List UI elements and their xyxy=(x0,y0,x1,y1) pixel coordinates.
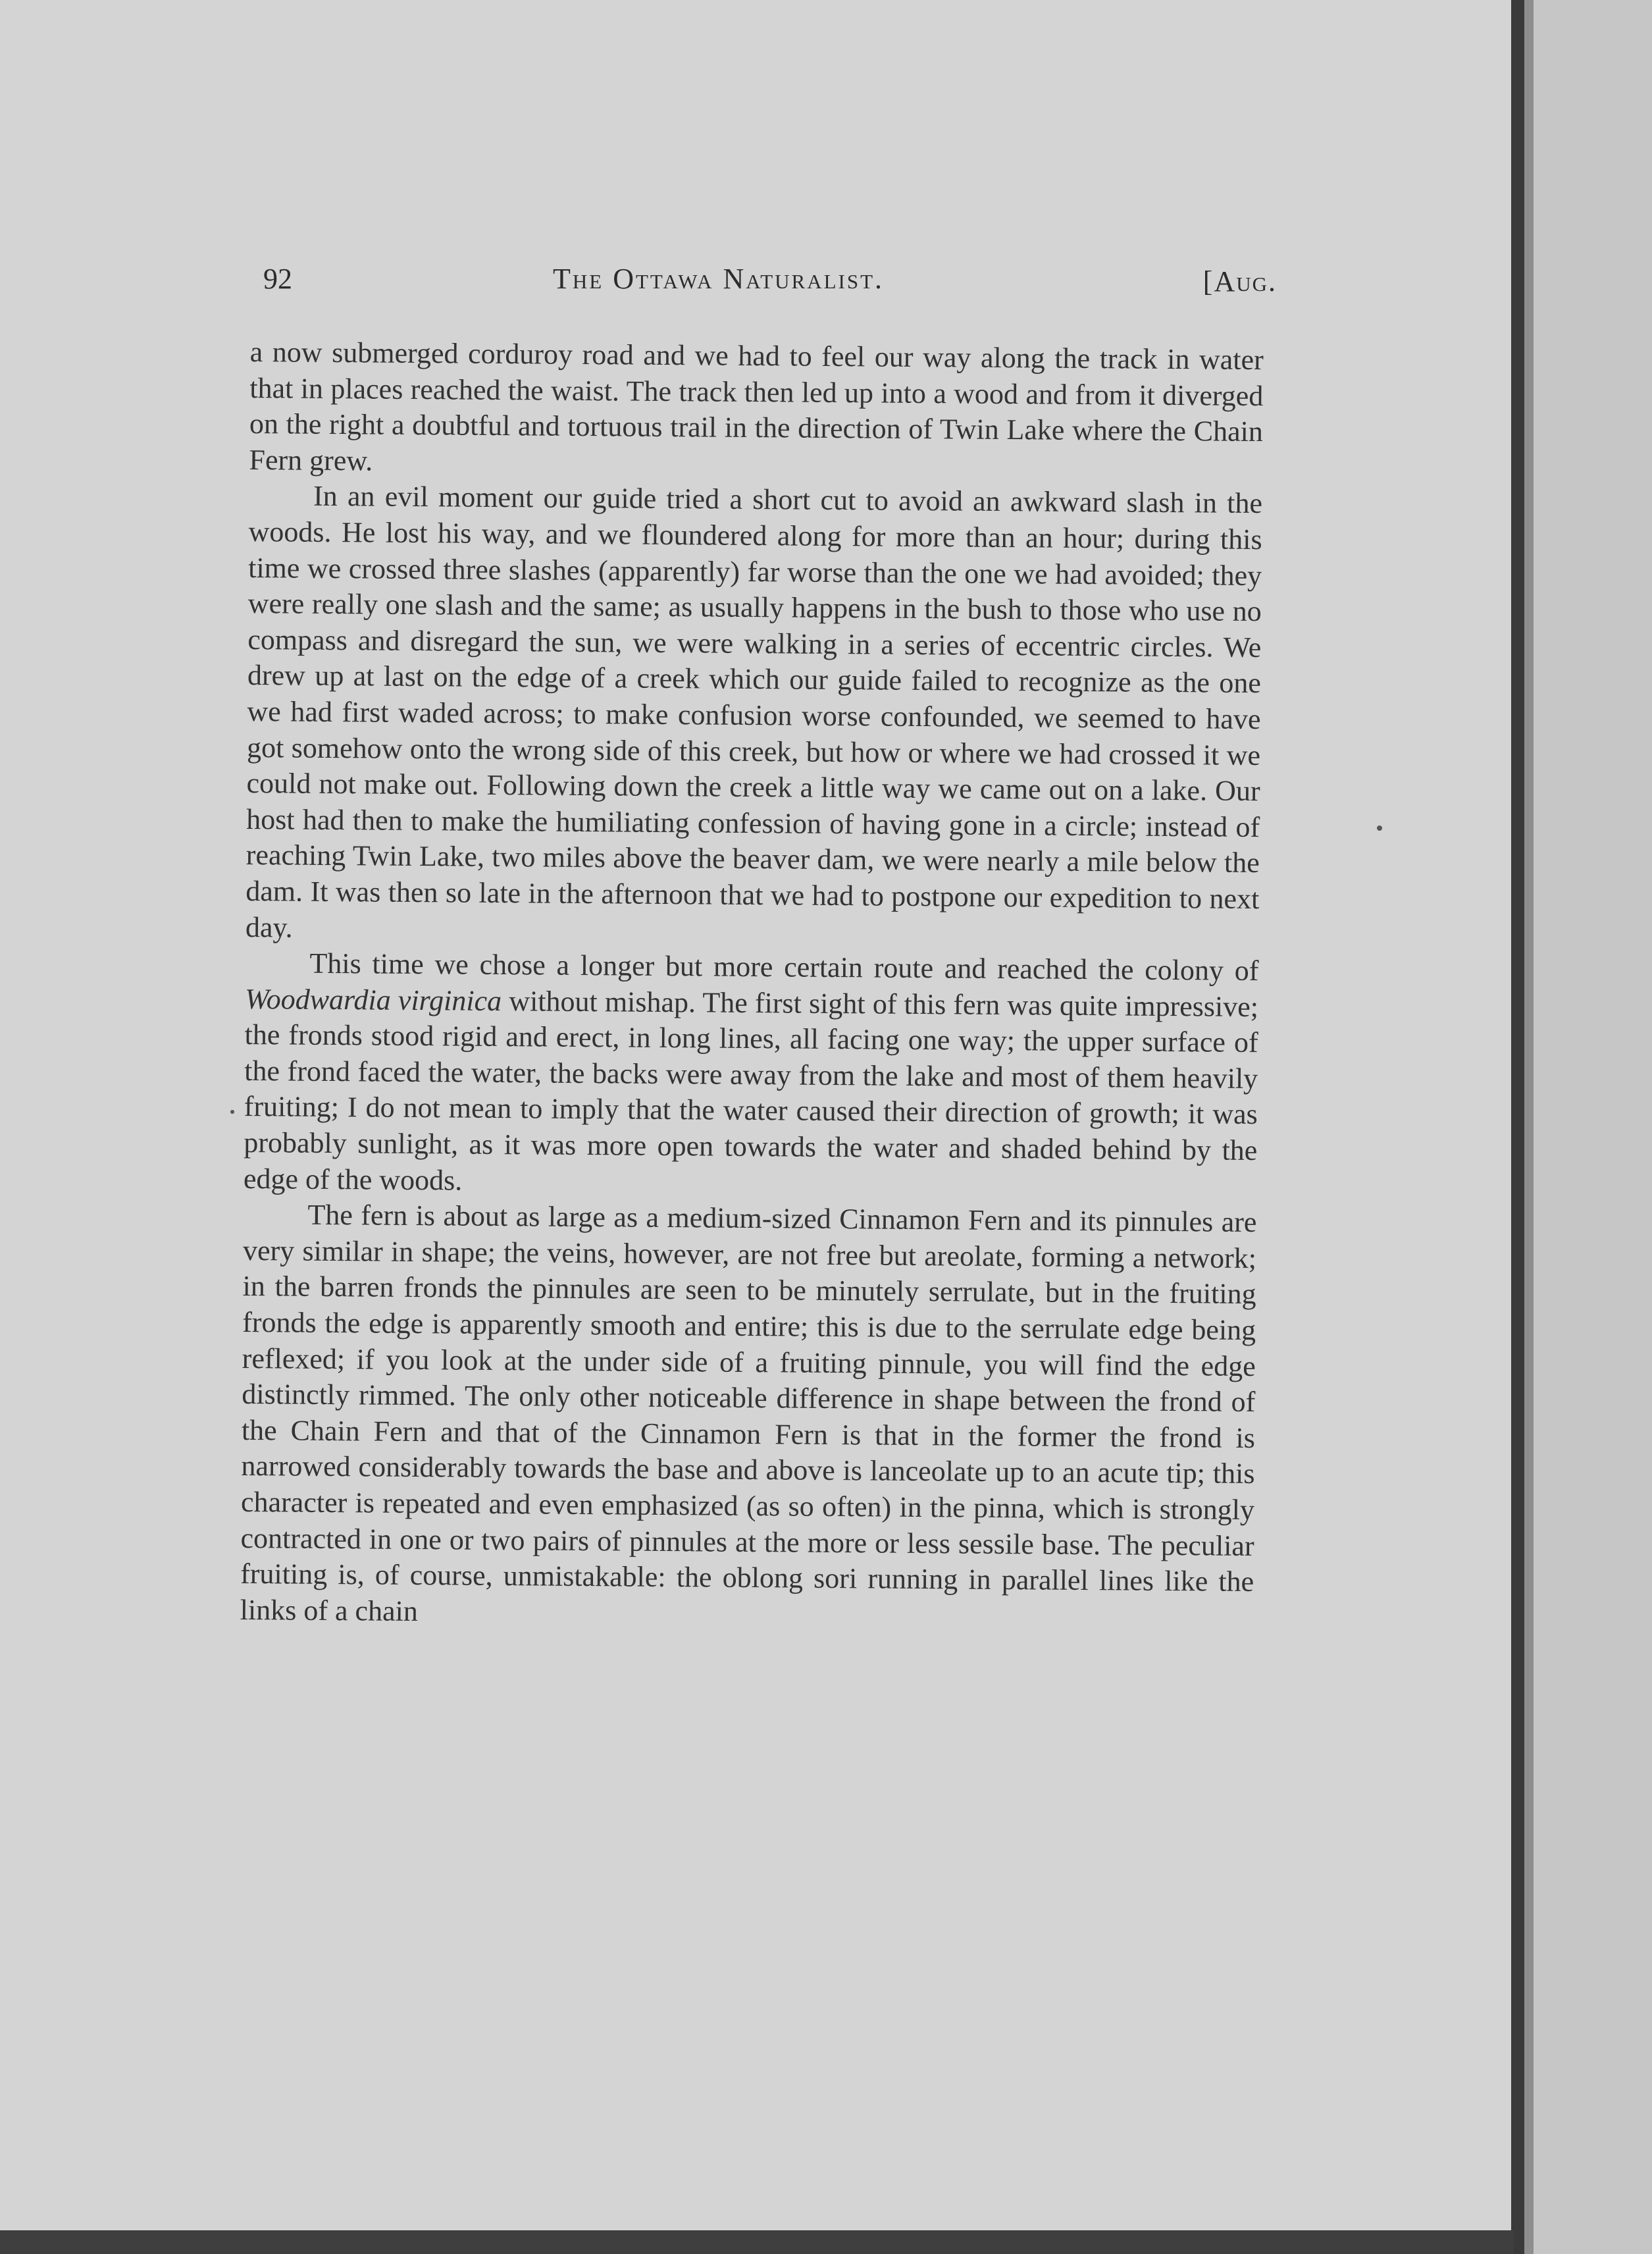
issue-month: [Aug. xyxy=(1202,265,1277,298)
bottom-edge xyxy=(0,2230,1514,2254)
paragraph-text: This time we chose a longer but more certain route and reached the colony of xyxy=(309,947,1259,987)
spine-shadow xyxy=(1524,0,1534,2254)
dust-speck xyxy=(230,1110,234,1114)
article-body xyxy=(240,334,1264,1636)
paragraph: In an evil moment our guide tried a short cut to avoid an awkward slash in the woods. He lost his way, and we floundered along for more than an hour; during this time we crossed three slashes (apparently) far worse than the one we had avoided; they were really one slash and the same; as usually happens in the bush to those who use no compass and disregard the sun, we were walking in a series of eccentric circles. We drew up at last on the edge of a creek which our guide failed to recognize as the one we had first waded across; to make confusion worse confounded, we seemed to have got somehow onto the wrong side of this creek, but how or where we had crossed it we could not make out. Following down the creek a little way we came out on a lake. Our host had then to make the humiliating confession of having gone in a circle; instead of reaching Twin Lake, two miles above the beaver dam, we were nearly a mile below the dam. It was then so late in the afternoon that we had to postpone our expedition to next day. xyxy=(245,480,1263,944)
facing-page-edge xyxy=(1534,0,1652,2254)
journal-title: The Ottawa Naturalist. xyxy=(553,263,885,295)
paragraph: a now submerged corduroy road and we had to feel our way along the track in water that in places reached the waist. The track then led up into a wood and from it diverged on the right a doubtful and tortuous trail in the direction of Twin Lake where the Chain Fern grew. xyxy=(249,335,1264,477)
page-number: 92 xyxy=(263,263,292,295)
dust-speck xyxy=(1377,826,1382,831)
running-header xyxy=(263,262,1277,308)
binding-spine xyxy=(1511,0,1524,2254)
paragraph xyxy=(244,945,1259,1205)
paragraph: The fern is about as large as a medium-sized Cinnamon Fern and its pinnules are very similar in shape; the veins, however, are not free but areolate, forming a network; in the barren fronds the pinnules are seen to be minutely serrulate, but in the fruiting fronds the edge is apparently smooth and entire; this is due to the serrulate edge being reflexed; if you look at the under side of a fruiting pinnule, you will find the edge distinctly rimmed. The only other noticeable difference in shape between the frond of the Chain Fern and that of the Cinnamon Fern is that in the former the frond is narrowed considerably towards the base and above is lanceolate up to an acute tip; this character is repeated and even emphasized (as so often) in the pinna, which is strongly contracted in one or two pairs of pinnules at the more or less sessile base. The peculiar fruiting is, of course, unmistakable: the oblong sori running in parallel lines like the links of a chain xyxy=(240,1198,1257,1627)
paragraph-text: without mishap. The first sight of this fern was quite impressive; the fronds stood rigid and erect, in long lines, all facing one way; the upper surface of the frond faced the water, the backs were away from the lake and most of them heavily fruiting; I do not mean to imply that the water caused their direction of growth; it was probably sunlight, as it was more open towards the water and shaded behind by the edge of the woods. xyxy=(243,984,1259,1197)
species-name: Woodwardia virginica xyxy=(244,982,502,1017)
